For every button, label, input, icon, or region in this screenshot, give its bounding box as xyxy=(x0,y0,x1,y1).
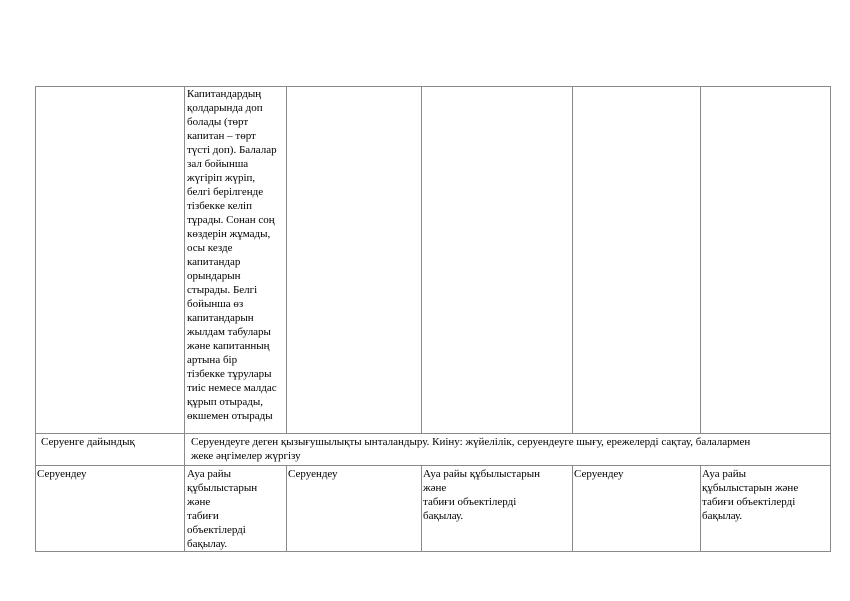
col-divider-r3-2 xyxy=(286,465,287,552)
col-divider-r3-3 xyxy=(421,465,422,552)
weather-observation-1: Ауа райы құбылыстарын және табиғи объектілерді бақылау. xyxy=(187,468,258,550)
game-description-cell: Капитандардың қолдарында доп болады (төрт капитан – төрт түсті доп). Балалар зал бойынша жүгіріп жүріп, белгі берілгенде тізбекке келіп тұрады. Сонан соң көздерін жұмады, осы кезде капитандар орындарын стырады. Белгі бойынша өз капитандарын жылдам табулары және капитанның артына бір тізбекке тұрулары тиіс немесе малдас құрып отырады, өкшемен отырады xyxy=(187,88,277,422)
walk-preparation-label: Серуенге дайындық xyxy=(41,436,135,448)
table-border-left xyxy=(35,86,36,552)
col-divider-r1-4 xyxy=(572,86,573,433)
col-divider-r3-1 xyxy=(184,465,185,552)
weather-observation-2: Ауа райы құбылыстарын және табиғи объектілерді бақылау. xyxy=(423,468,540,522)
table-border-top xyxy=(35,86,830,87)
col-divider-r1-5 xyxy=(700,86,701,433)
weather-observation-3: Ауа райы құбылыстарын және табиғи объектілерді бақылау. xyxy=(702,468,799,522)
row-divider-1 xyxy=(35,433,830,434)
walk-label-2: Серуендеу xyxy=(288,468,338,480)
table-border-bottom xyxy=(35,551,830,552)
table-border-right xyxy=(830,86,831,552)
col-divider-r1-1 xyxy=(184,86,185,466)
walk-label-3: Серуендеу xyxy=(574,468,624,480)
walk-label-1: Серуендеу xyxy=(37,468,87,480)
walk-preparation-content: Серуендеуге деген қызығушылықты ынталандыру. Киіну: жүйелілік, серуендеуге шығу, ережелерді сақтау, балалармен жеке әңгімелер жүргізу xyxy=(191,436,751,462)
row-divider-2 xyxy=(35,465,830,466)
col-divider-r1-3 xyxy=(421,86,422,433)
col-divider-r1-2 xyxy=(286,86,287,433)
col-divider-r3-4 xyxy=(572,465,573,552)
col-divider-r3-5 xyxy=(700,465,701,552)
